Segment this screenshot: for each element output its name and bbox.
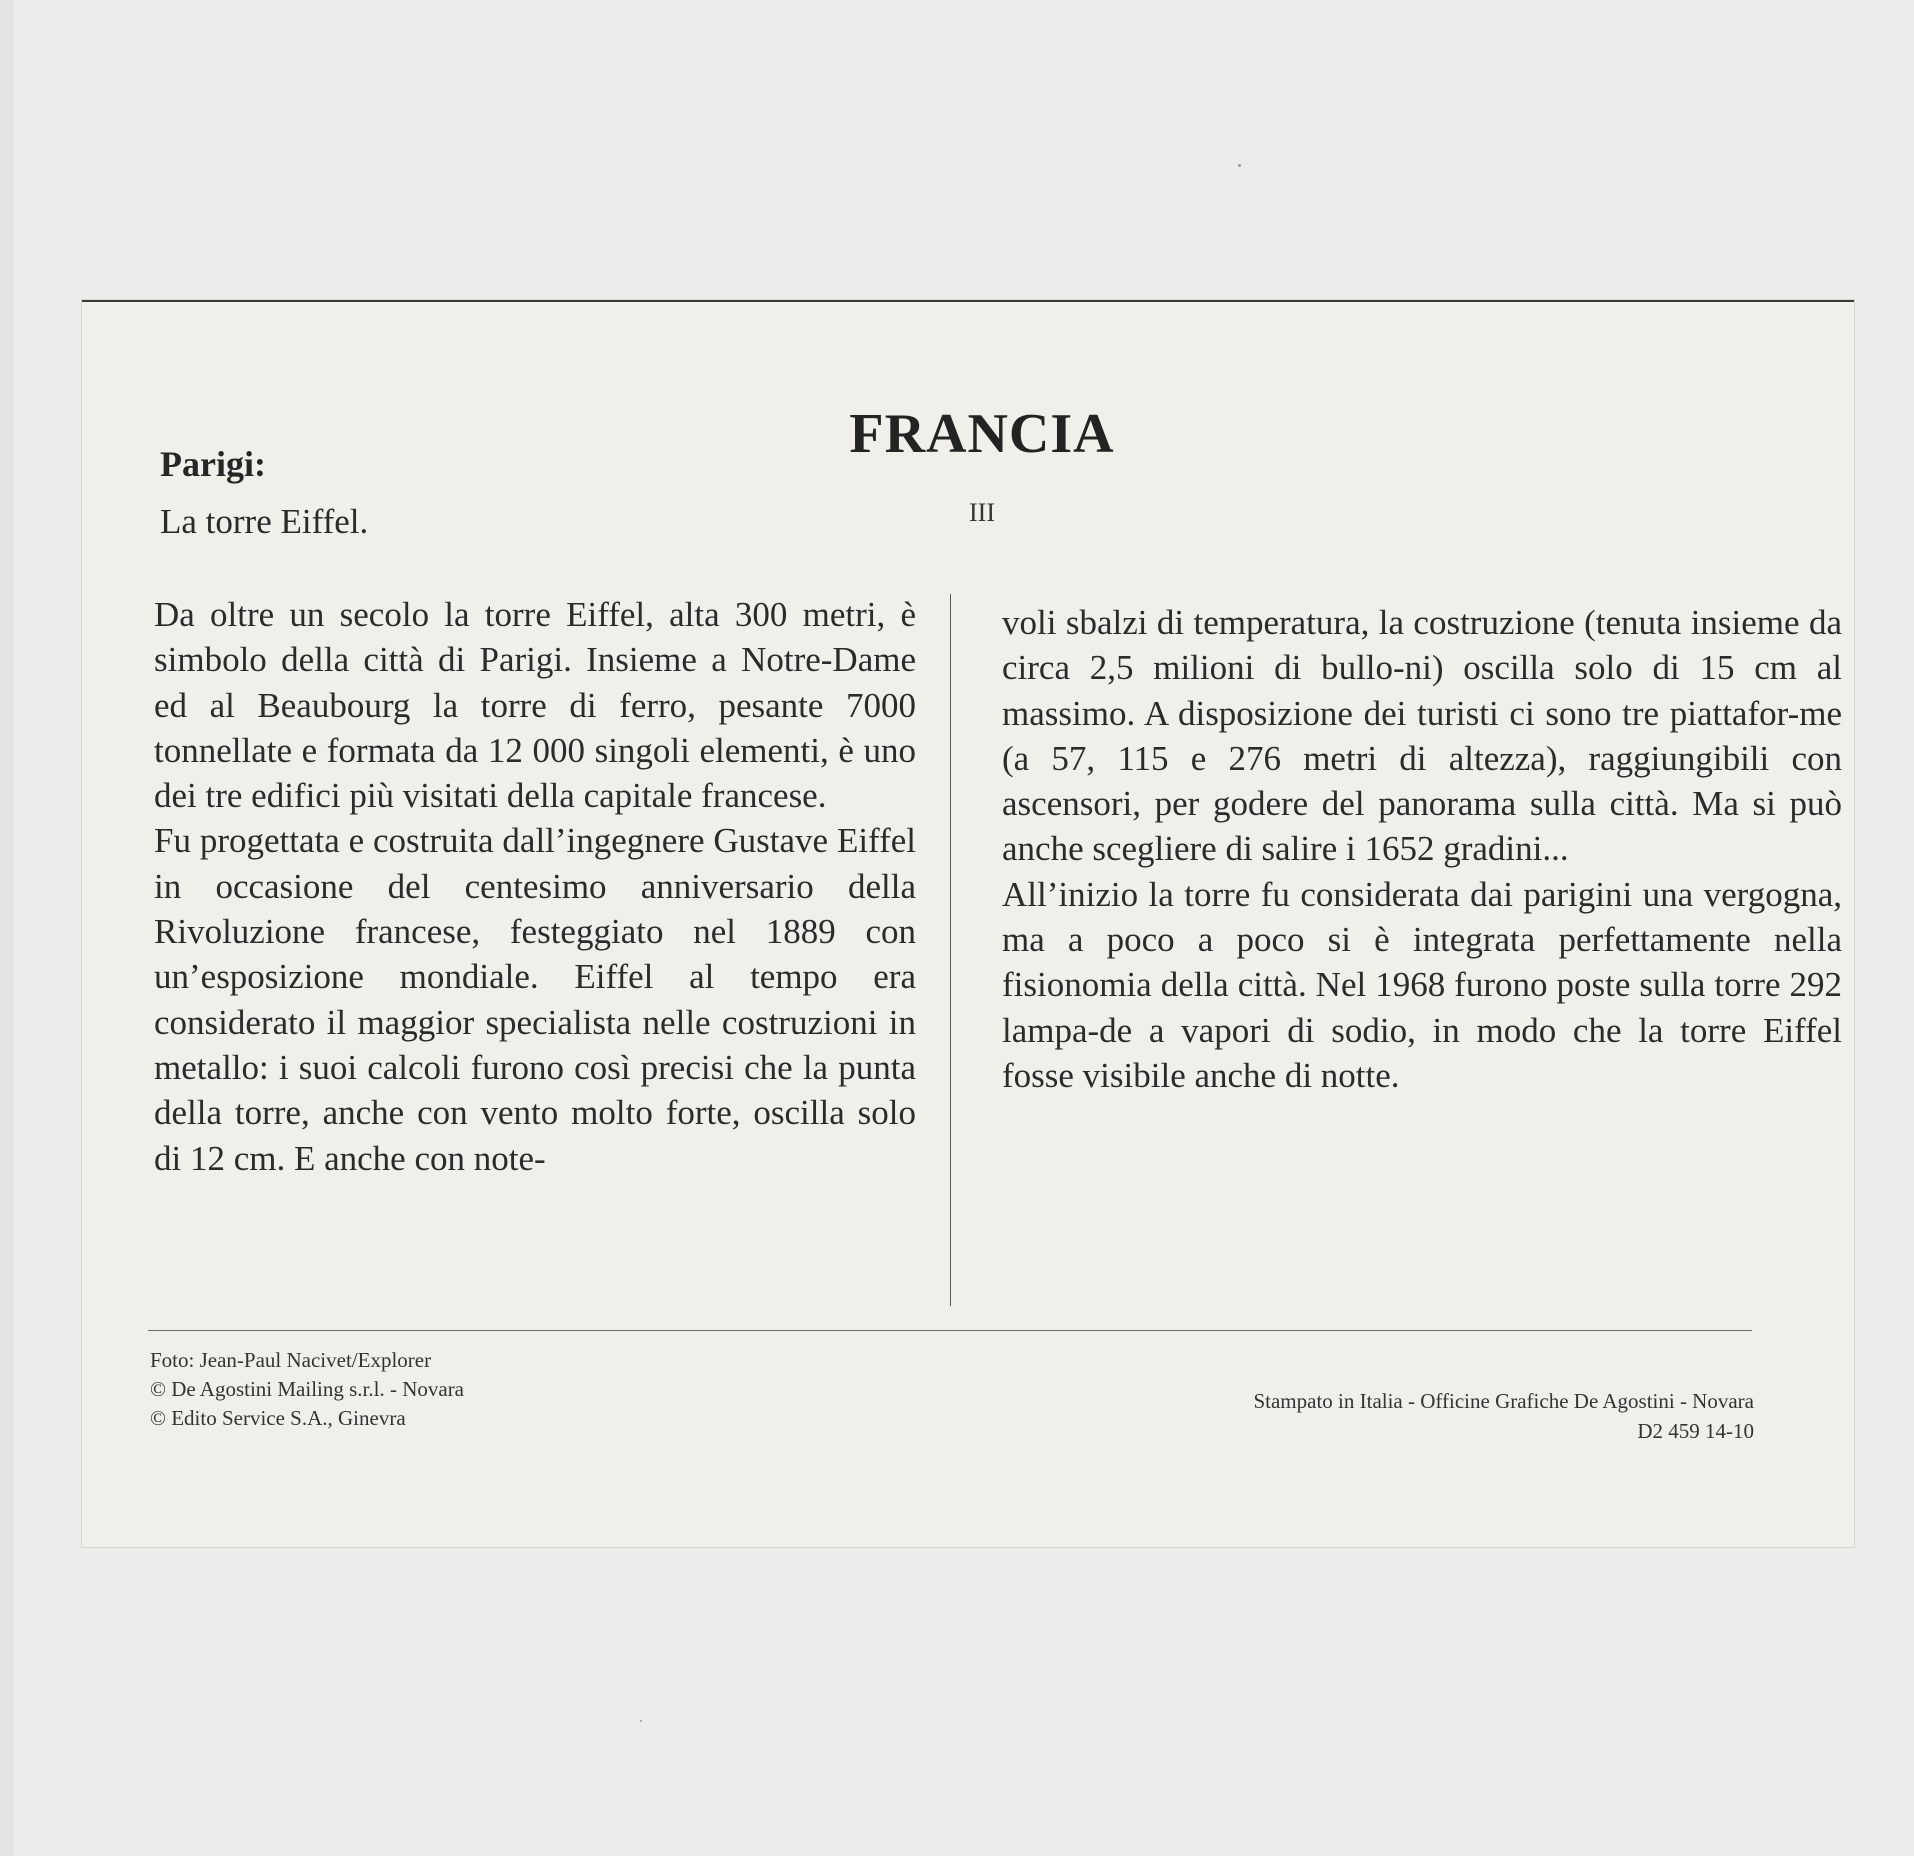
dust-speck — [640, 1720, 642, 1722]
printer-info — [1253, 1386, 1754, 1446]
text-column-right — [1002, 600, 1842, 1098]
text-column-left — [154, 592, 916, 1181]
postcard-back — [82, 300, 1854, 1547]
photo-credits — [150, 1346, 464, 1433]
footer-divider — [148, 1330, 1752, 1331]
card-title: FRANCIA — [849, 403, 1115, 465]
paragraph: Da oltre un secolo la torre Eiffel, alta 300 metri, è simbolo della città di Parigi. Insieme a Notre-Dame ed al Beaubourg la torre di ferro, pesante 7000 tonnellate e formata da 12 000 singoli elementi, è uno dei tre edifici più visitati della capitale francese. — [154, 595, 916, 816]
place-name: Parigi: — [160, 444, 266, 484]
dust-speck — [1238, 164, 1241, 167]
paragraph: Fu progettata e costruita dall’ingegnere Gustave Eiffel in occasione del centesimo anniversario della Rivoluzione francese, festeggiato nel 1889 con un’esposizione mondiale. Eiffel al tempo era considerato il maggior specialista nelle costruzioni in metallo: i suoi calcoli furono così precisi che la punta della torre, anche con vento molto forte, oscilla solo di 12 cm. E anche con note- — [154, 821, 916, 1178]
volume-numeral: III — [969, 498, 995, 527]
printer-line: Stampato in Italia - Officine Grafiche De Agostini - Novara — [1253, 1389, 1754, 1413]
paragraph: voli sbalzi di temperatura, la costruzione (tenuta insieme da circa 2,5 milioni di bullo-ni) oscilla solo di 15 cm al massimo. A disposizione dei turisti ci sono tre piattafor-me (a 57, 115 e 276 metri di altezza), raggiungibili con ascensori, per godere del panorama sulla città. Ma si può anche scegliere di salire i 1652 gradini... — [1002, 603, 1842, 869]
scan-background-edge — [0, 0, 14, 1856]
credit-line: Foto: Jean-Paul Nacivet/Explorer — [150, 1348, 432, 1372]
credit-line: © Edito Service S.A., Ginevra — [150, 1406, 406, 1430]
photo-caption: La torre Eiffel. — [160, 502, 369, 541]
credit-line: © De Agostini Mailing s.r.l. - Novara — [150, 1377, 465, 1401]
paragraph: All’inizio la torre fu considerata dai parigini una vergogna, ma a poco a poco si è integrata perfettamente nella fisionomia della città. Nel 1968 furono poste sulla torre 292 lampa-de a vapori di sodio, in modo che la torre Eiffel fosse visibile anche di notte. — [1002, 874, 1842, 1095]
column-divider — [950, 594, 951, 1306]
product-code: D2 459 14-10 — [1637, 1419, 1754, 1443]
